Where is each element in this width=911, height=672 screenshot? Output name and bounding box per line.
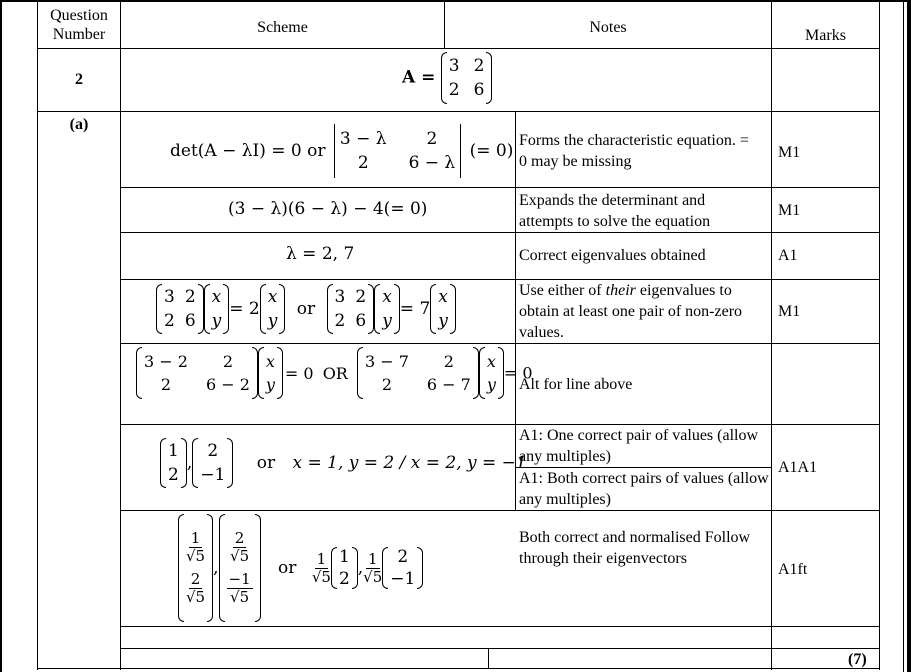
note-row4-em: their	[605, 282, 636, 299]
note-row6-a: A1: One correct pair of values (allow any multiples)	[519, 427, 759, 465]
vector-entry: −1	[200, 465, 226, 485]
vector-entry: x	[267, 287, 278, 307]
frac-den: √5	[186, 547, 206, 565]
vector-xy	[479, 347, 504, 399]
scheme-row7	[178, 514, 423, 622]
note-row7: Both correct and normalised Follow through their eigenvectors	[519, 529, 751, 567]
scheme-row6-values: x = 1, y = 2 / x = 2, y = −1	[292, 453, 527, 473]
vector-xy	[258, 347, 283, 399]
vector-xy	[374, 284, 400, 334]
rule-row1	[120, 187, 879, 188]
matrix-entry: 6	[355, 311, 367, 331]
eq-zero: = 0	[503, 363, 533, 383]
col-right-edge	[879, 2, 880, 670]
frac-num: 2	[190, 570, 201, 588]
det-entry: 2	[426, 129, 438, 149]
col-number-divider	[120, 2, 121, 670]
or-caps-text: OR	[322, 363, 348, 383]
header-notes: Notes	[589, 19, 627, 36]
mark-row7: A1ft	[778, 561, 808, 578]
normalised-vector-2	[219, 514, 261, 622]
or-text: or	[256, 453, 276, 473]
matrix-entry: 2	[334, 311, 346, 331]
rule-header-bottom	[37, 48, 879, 49]
normalised-vector-1	[178, 514, 213, 622]
frac-num: −1	[228, 570, 251, 588]
eq-zero: = 0	[284, 363, 314, 383]
det-entry: 2	[357, 153, 369, 173]
mark-row1: M1	[778, 144, 801, 161]
matrix-entry: 2	[222, 352, 233, 371]
matrix-entry: 2	[164, 311, 175, 331]
frac-den: √5	[186, 588, 206, 606]
scheme-row4	[156, 284, 456, 334]
frac-den: √5	[230, 588, 250, 606]
vector-xy	[260, 284, 286, 334]
matrix-entry: 3 − 7	[364, 352, 409, 371]
col-notes-marks	[771, 2, 772, 670]
frac-den: √5	[311, 567, 331, 586]
vector-two	[192, 438, 233, 488]
scheme-row1-det: det(A − λI) = 0 or	[170, 141, 326, 161]
note-row2: Expands the determinant and attempts to solve the equation	[519, 192, 711, 230]
eq-seven: = 7	[399, 299, 431, 319]
matrix-entry: 6	[184, 311, 196, 331]
matrix-entry: 6 − 2	[205, 375, 250, 394]
vector-entry: y	[265, 375, 275, 394]
scheme-row5	[136, 347, 533, 399]
matrix-entry: 3 − 2	[144, 352, 188, 371]
note-row1: Forms the characteristic equation. = 0 may be missing	[519, 132, 749, 170]
note-row6-b: A1: Both correct pairs of values (allow any multiples)	[519, 470, 769, 508]
det-entry: 3 − λ	[339, 129, 387, 149]
rule-row8	[120, 648, 879, 649]
matrix-entry: 3	[334, 287, 346, 307]
frac-num: 2	[234, 529, 245, 547]
vector-entry: x	[211, 287, 222, 307]
header-marks: Marks	[805, 27, 846, 44]
header-question-number: Question Number	[50, 7, 108, 43]
question-matrix-a	[402, 52, 492, 104]
matrix-entry: 2	[443, 352, 454, 371]
vector-entry: x	[265, 352, 275, 371]
vector-entry: x	[486, 352, 496, 371]
note-row3: Correct eigenvalues obtained	[519, 247, 706, 264]
rule-question-bottom	[37, 111, 879, 112]
matrix-alt-2	[357, 347, 479, 399]
vector-xy	[204, 284, 230, 334]
matrix-a-entry: 3	[448, 56, 460, 76]
frame-right	[907, 0, 911, 672]
note-row4	[519, 280, 769, 343]
matrix-entry: 2	[160, 375, 172, 394]
scheme-row3: λ = 2, 7	[286, 244, 355, 264]
frac-num: 1	[316, 549, 327, 568]
vector-entry: x	[438, 287, 448, 307]
mark-row6: A1A1	[778, 459, 818, 476]
vector-one	[331, 547, 358, 589]
mark-row3: A1	[778, 247, 798, 264]
scheme-row6	[160, 438, 527, 488]
matrix-entry: 2	[184, 287, 196, 307]
vector-two	[382, 547, 423, 589]
mark-row4: M1	[778, 303, 801, 320]
col-footer-divider	[488, 648, 489, 668]
matrix-entry: 3	[164, 287, 175, 307]
vector-entry: y	[438, 311, 448, 331]
vector-entry: 1	[168, 441, 179, 461]
or-text: or	[278, 558, 297, 578]
total-marks: (7)	[848, 651, 867, 668]
vector-entry: 2	[397, 547, 409, 567]
comma: ,	[213, 558, 219, 578]
det-matrix	[331, 124, 464, 178]
rule-bottom	[37, 668, 879, 669]
matrix-alt-1	[136, 347, 258, 399]
rule-row6	[120, 510, 879, 511]
vector-entry: 2	[168, 465, 179, 485]
frame-right-inner	[903, 0, 904, 672]
matrix-entry: 6 − 7	[426, 375, 471, 394]
note-row5: Alt for line above	[519, 376, 633, 393]
part-label: (a)	[69, 116, 89, 133]
vector-entry: 2	[338, 569, 350, 589]
note-row4-post: eigenvalues to obtain at least one pair of non-zero values.	[519, 282, 743, 341]
eq-two: = 2	[229, 299, 260, 319]
matrix-a-entry: 6	[473, 80, 485, 100]
scheme-row1-eq: (= 0)	[469, 141, 514, 161]
vector-entry: y	[486, 375, 496, 394]
scheme-row1	[170, 124, 513, 178]
header-scheme: Scheme	[257, 19, 308, 36]
question-number: 2	[75, 71, 83, 88]
note-row4-pre: Use either of	[519, 282, 606, 299]
frac-den: √5	[363, 567, 383, 586]
scheme-row2: (3 − λ)(6 − λ) − 4(= 0)	[228, 199, 428, 219]
comma: ,	[357, 558, 364, 578]
matrix-entry: 2	[381, 375, 393, 394]
vector-xy	[430, 284, 456, 334]
frac-num: 1	[190, 529, 201, 547]
det-entry: 6 − λ	[408, 153, 456, 173]
vector-entry: −1	[390, 569, 416, 589]
matrix-row4-a	[156, 284, 204, 334]
vector-one	[160, 438, 187, 488]
matrix-row4-b	[327, 284, 375, 334]
frac-num: 1	[367, 549, 378, 568]
matrix-entry: 2	[355, 287, 367, 307]
matrix-a-entry: 2	[473, 56, 485, 76]
rule-row4	[120, 343, 879, 344]
vector-entry: x	[382, 287, 392, 307]
rule-row7	[120, 626, 879, 627]
frac-den: √5	[230, 547, 250, 565]
comma: ,	[186, 453, 193, 473]
mark-row2: M1	[778, 202, 801, 219]
vector-entry: y	[211, 311, 222, 331]
frame-left	[0, 0, 2, 672]
rule-row2	[120, 232, 879, 233]
vector-entry: y	[382, 311, 392, 331]
matrix-a	[441, 52, 493, 104]
vector-entry: 1	[338, 547, 350, 567]
or-text: or	[296, 299, 316, 319]
matrix-a-entry: 2	[448, 80, 460, 100]
vector-entry: 2	[207, 441, 219, 461]
vector-entry: y	[267, 311, 278, 331]
matrix-a-label: A =	[402, 67, 436, 88]
